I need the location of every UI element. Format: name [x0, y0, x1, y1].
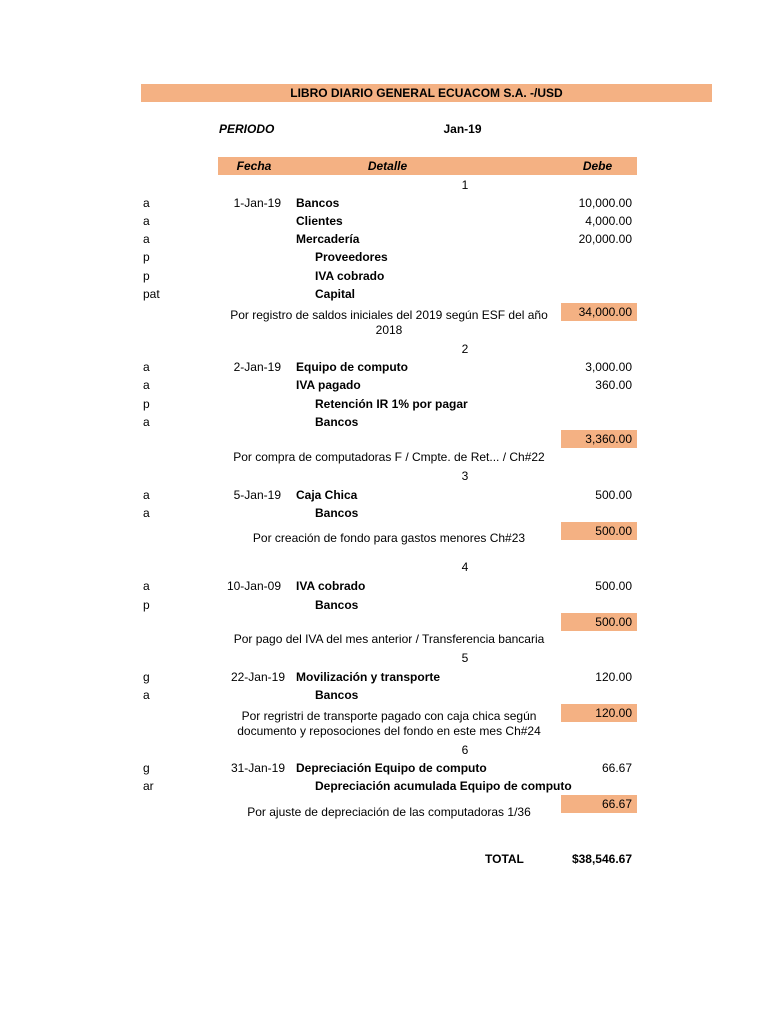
account-name: Movilización y transporte [296, 670, 441, 684]
entry-total: 3,360.00 [561, 430, 637, 448]
account-name: Bancos [315, 688, 359, 702]
entry-total: 120.00 [561, 704, 637, 722]
account-type: ar [143, 779, 154, 793]
account-type: a [143, 232, 150, 246]
entry-description: Por regristri de transporte pagado con caja chica según documento y reposociones del fondo en este mes Ch#24 [237, 709, 541, 738]
account-name: Mercadería [296, 232, 360, 246]
account-type: g [143, 761, 150, 775]
account-type: a [143, 688, 150, 702]
entry-description: Por registro de saldos iniciales del 2019 según ESF del año 2018 [230, 308, 548, 337]
entry-number: 6 [461, 743, 469, 757]
account-type: a [143, 579, 150, 593]
entry-date: 5-Jan-19 [233, 488, 281, 502]
account-name: Bancos [315, 506, 359, 520]
account-name: Depreciación Equipo de computo [296, 761, 487, 775]
account-name: Bancos [296, 196, 340, 210]
debit-amount: 4,000.00 [585, 214, 632, 228]
debit-amount: 66.67 [601, 761, 632, 775]
debit-amount: 10,000.00 [578, 196, 632, 210]
account-name: Capital [315, 287, 356, 301]
debit-amount: 360.00 [595, 378, 632, 392]
column-header-debe: Debe [582, 159, 613, 173]
period-label: PERIODO [219, 122, 275, 136]
account-type: a [143, 360, 150, 374]
entry-date: 22-Jan-19 [230, 670, 285, 684]
entry-date: 31-Jan-19 [230, 761, 285, 775]
grand-total-label: TOTAL [485, 852, 524, 866]
account-name: Caja Chica [296, 488, 358, 502]
grand-total-value: $38,546.67 [571, 852, 632, 866]
account-name: Bancos [315, 598, 359, 612]
entry-number: 1 [461, 178, 469, 192]
entry-number: 5 [461, 651, 469, 665]
account-type: g [143, 670, 150, 684]
entry-number: 3 [461, 469, 469, 483]
account-type: a [143, 214, 150, 228]
account-type: a [143, 506, 150, 520]
column-header-fecha: Fecha [236, 159, 272, 173]
account-type: a [143, 378, 150, 392]
account-type: p [143, 250, 150, 264]
account-name: Bancos [315, 415, 359, 429]
account-name: IVA pagado [296, 378, 361, 392]
entry-total: 500.00 [561, 613, 637, 631]
account-name: Retención IR 1% por pagar [315, 397, 468, 411]
entry-description: Por creación de fondo para gastos menores Ch#23 [252, 531, 526, 545]
entry-date: 2-Jan-19 [233, 360, 281, 374]
account-type: p [143, 269, 150, 283]
debit-amount: 120.00 [595, 670, 632, 684]
period-value: Jan-19 [443, 122, 482, 136]
page-title: LIBRO DIARIO GENERAL ECUACOM S.A. -/USD [290, 86, 563, 100]
entry-description: Por compra de computadoras F / Cmpte. de Ret... / Ch#22 [233, 450, 545, 464]
debit-amount: 500.00 [595, 579, 632, 593]
column-header-detalle: Detalle [367, 159, 408, 173]
entry-number: 4 [461, 560, 469, 574]
account-name: IVA cobrado [296, 579, 366, 593]
entry-number: 2 [461, 342, 469, 356]
account-name: Equipo de computo [296, 360, 408, 374]
entry-total: 500.00 [561, 522, 637, 540]
entry-date: 1-Jan-19 [233, 196, 281, 210]
debit-amount: 500.00 [595, 488, 632, 502]
entry-date: 10-Jan-09 [226, 579, 281, 593]
account-type: a [143, 196, 150, 210]
account-name: IVA cobrado [315, 269, 385, 283]
entry-description: Por pago del IVA del mes anterior / Transferencia bancaria [233, 632, 545, 646]
account-type: pat [143, 287, 160, 301]
account-type: p [143, 397, 150, 411]
account-type: a [143, 488, 150, 502]
entry-total: 66.67 [561, 795, 637, 813]
account-type: p [143, 598, 150, 612]
account-name: Clientes [296, 214, 343, 228]
account-type: a [143, 415, 150, 429]
debit-amount: 3,000.00 [585, 360, 632, 374]
account-name: Proveedores [315, 250, 388, 264]
entry-description: Por ajuste de depreciación de las computadoras 1/36 [247, 805, 531, 819]
entry-total: 34,000.00 [561, 303, 637, 321]
debit-amount: 20,000.00 [578, 232, 632, 246]
account-name: Depreciación acumulada Equipo de computo [315, 779, 572, 793]
